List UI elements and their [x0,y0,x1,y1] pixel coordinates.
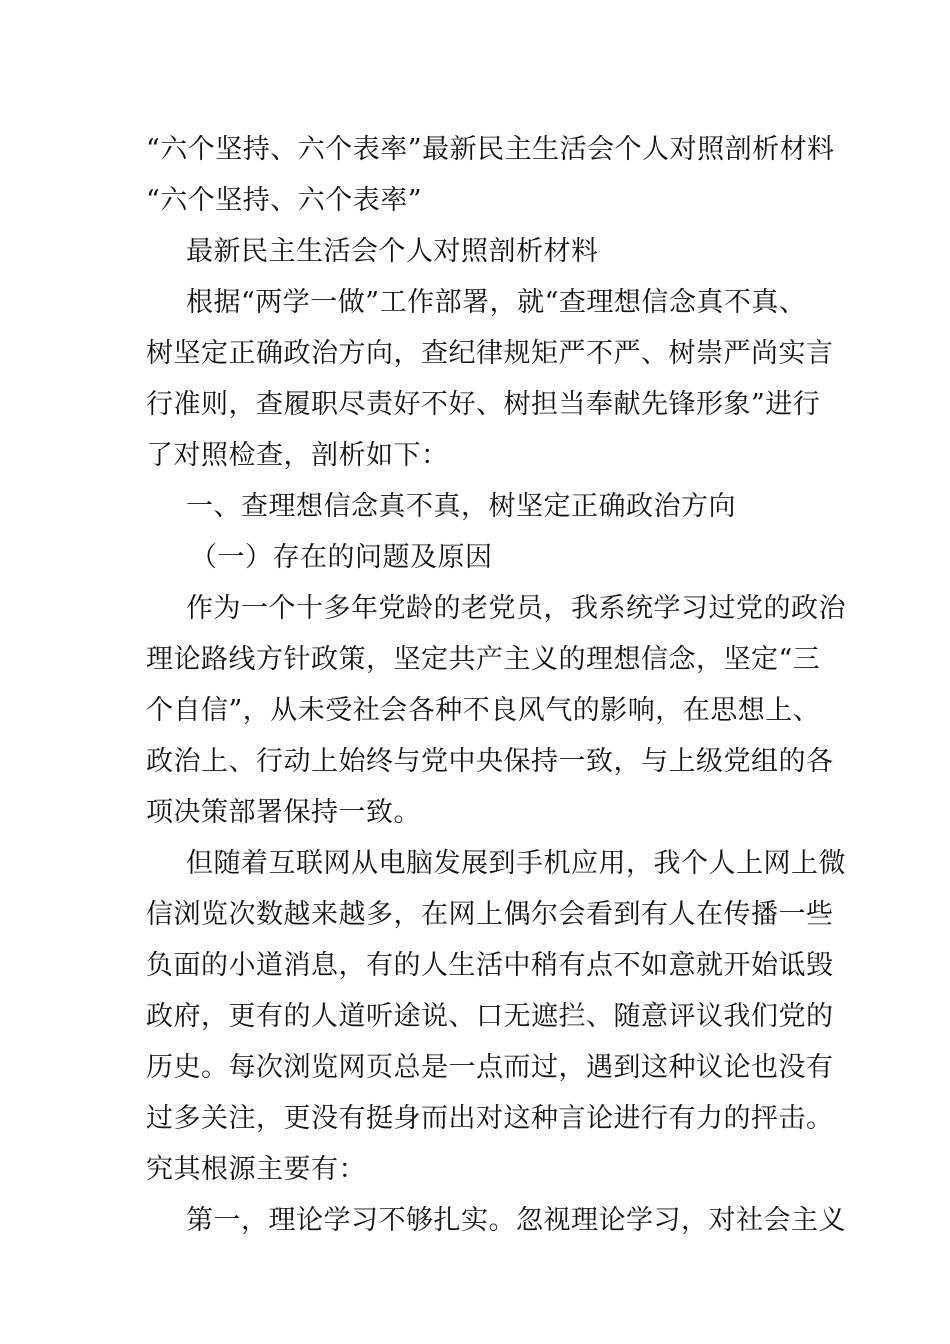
paragraph-3-line-3: 负面的小道消息，有的人生活中稍有点不如意就开始诋毁 [146,950,834,981]
paragraph-3-line-4: 政府，更有的人道听途说、口无遮拦、随意评议我们党的 [146,1001,834,1032]
paragraph-1-line-4: 了对照检查，剖析如下： [146,440,449,471]
paragraph-3-line-6: 过多关注，更没有挺身而出对这种言论进行有力的抨击。 [146,1103,834,1134]
document-title-line-3: 最新民主生活会个人对照剖析材料 [186,236,599,267]
section-heading-1: 一、查理想信念真不真，树坚定正确政治方向 [186,491,736,522]
paragraph-3-line-2: 信浏览次数越来越多，在网上偶尔会看到有人在传播一些 [146,899,834,930]
paragraph-3-line-5: 历史。每次浏览网页总是一点而过，遇到这种议论也没有 [146,1052,834,1083]
document-title-line-2: “六个坚持、六个表率” [146,185,423,216]
paragraph-1-line-2: 树坚定正确政治方向，查纪律规矩严不严、树崇严尚实言 [146,338,834,369]
paragraph-4-line-1: 第一，理论学习不够扎实。忽视理论学习，对社会主义 [186,1205,846,1236]
paragraph-2-line-1: 作为一个十多年党龄的老党员，我系统学习过党的政治 [186,593,846,624]
paragraph-2-line-3: 个自信”，从未受社会各种不良风气的影响，在思想上、 [146,695,821,726]
paragraph-3-line-1: 但随着互联网从电脑发展到手机应用，我个人上网上微 [186,848,846,879]
paragraph-2-line-4: 政治上、行动上始终与党中央保持一致，与上级党组的各 [146,746,834,777]
paragraph-3-line-7: 究其根源主要有： [146,1154,366,1185]
document-title-line-1: “六个坚持、六个表率”最新民主生活会个人对照剖析材料 [146,134,835,165]
subsection-heading-1: （一）存在的问题及原因 [190,542,493,573]
paragraph-2-line-2: 理论路线方针政策，坚定共产主义的理想信念，坚定“三 [146,644,821,675]
paragraph-1-line-3: 行准则，查履职尽责好不好、树担当奉献先锋形象”进行 [146,389,821,420]
paragraph-2-line-5: 项决策部署保持一致。 [146,797,421,828]
paragraph-1-line-1: 根据“两学一做”工作部署，就“查理想信念真不真、 [186,287,807,318]
